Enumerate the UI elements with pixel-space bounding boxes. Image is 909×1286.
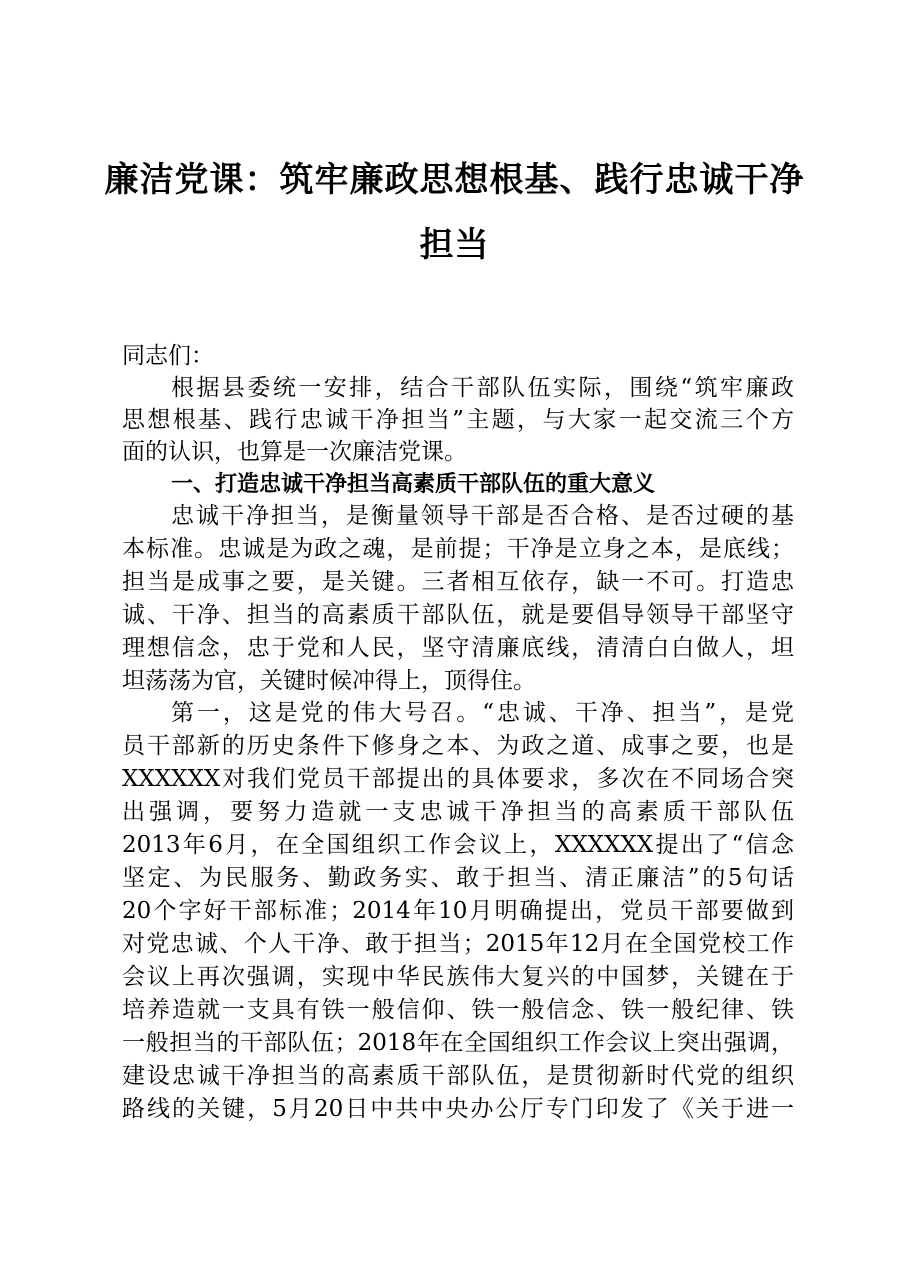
paragraph-line: 本标准。忠诚是为政之魂，是前提；干净是立身之本，是底线； bbox=[122, 536, 794, 562]
paragraph-line: 诚、干净、担当的高素质干部队伍，就是要倡导领导干部坚守 bbox=[122, 602, 794, 628]
paragraph-line: 理想信念，忠于党和人民，坚守清廉底线，清清白白做人，坦 bbox=[122, 635, 794, 661]
paragraph-line: 20个字好干部标准；2014年10月明确提出，党员干部要做到 bbox=[122, 898, 794, 924]
paragraph-line: 坚定、为民服务、勤政务实、敢于担当、清正廉洁”的5句话 bbox=[122, 865, 794, 891]
paragraph-line: XXXXXX对我们党员干部提出的具体要求，多次在不同场合突 bbox=[122, 766, 794, 792]
section-heading: 一、打造忠诚干净担当高素质干部队伍的重大意义 bbox=[171, 472, 656, 497]
paragraph-line: 培养造就一支具有铁一般信仰、铁一般信念、铁一般纪律、铁 bbox=[122, 997, 794, 1023]
paragraph-line: 员干部新的历史条件下修身之本、为政之道、成事之要，也是 bbox=[122, 733, 794, 759]
paragraph-line: 路线的关键，5月20日中共中央办公厅专门印发了《关于进一 bbox=[122, 1096, 794, 1122]
salutation: 同志们： bbox=[122, 343, 214, 369]
paragraph-line: 思想根基、践行忠诚干净担当”主题，与大家一起交流三个方 bbox=[122, 407, 794, 433]
document-title-line-1: 廉洁党课：筑牢廉政思想根基、践行忠诚干净 bbox=[104, 160, 805, 200]
paragraph-line: 对党忠诚、个人干净、敢于担当；2015年12月在全国党校工作 bbox=[122, 931, 794, 957]
paragraph-line: 忠诚干净担当，是衡量领导干部是否合格、是否过硬的基 bbox=[171, 503, 794, 529]
paragraph-line: 第一，这是党的伟大号召。“忠诚、干净、担当”，是党 bbox=[171, 700, 794, 726]
paragraph-line: 一般担当的干部队伍；2018年在全国组织工作会议上突出强调， bbox=[122, 1030, 794, 1056]
document-title-line-2: 担当 bbox=[419, 225, 490, 265]
paragraph-line: 2013年6月，在全国组织工作会议上，XXXXXX提出了“信念 bbox=[122, 832, 794, 858]
paragraph-line: 出强调，要努力造就一支忠诚干净担当的高素质干部队伍 bbox=[122, 799, 794, 825]
paragraph-line: 会议上再次强调，实现中华民族伟大复兴的中国梦，关键在于 bbox=[122, 964, 794, 990]
paragraph-line: 面的认识，也算是一次廉洁党课。 bbox=[122, 439, 467, 465]
paragraph-line: 根据县委统一安排，结合干部队伍实际，围绕“筑牢廉政 bbox=[171, 375, 794, 401]
paragraph-line: 坦荡荡为官，关键时候冲得上，顶得住。 bbox=[122, 668, 536, 694]
paragraph-line: 担当是成事之要，是关键。三者相互依存，缺一不可。打造忠 bbox=[122, 569, 794, 595]
paragraph-line: 建设忠诚干净担当的高素质干部队伍，是贯彻新时代党的组织 bbox=[122, 1063, 794, 1089]
